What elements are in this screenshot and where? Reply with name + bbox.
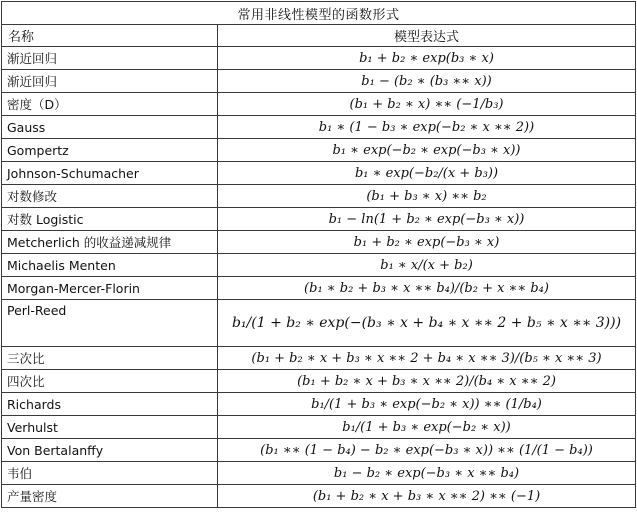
- nonlinear-models-table: [1, 1, 636, 508]
- table-row: [2, 70, 636, 93]
- model-name: 渐近回归: [2, 47, 218, 70]
- model-formula: (b₁ + b₂ ∗ x + b₃ ∗ x ∗∗ 2) ∗∗ (−1): [218, 485, 636, 508]
- model-name: 对数 Logistic: [2, 208, 218, 231]
- model-name: Verhulst: [2, 416, 218, 439]
- table-row: [2, 277, 636, 300]
- model-formula: (b₁ ∗∗ (1 − b₄) − b₂ ∗ exp(−b₃ ∗ x)) ∗∗ (1/(1 − b₄)): [218, 439, 636, 462]
- model-name: 对数修改: [2, 185, 218, 208]
- model-name: 产量密度: [2, 485, 218, 508]
- model-name: Metcherlich 的收益递减规律: [2, 231, 218, 254]
- model-formula: b₁ ∗ (1 − b₃ ∗ exp(−b₂ ∗ x ∗∗ 2)): [218, 116, 636, 139]
- model-name: Morgan-Mercer-Florin: [2, 277, 218, 300]
- table-row: [2, 485, 636, 508]
- model-formula: b₁ − ln(1 + b₂ ∗ exp(−b₃ ∗ x)): [218, 208, 636, 231]
- table-row: [2, 116, 636, 139]
- model-formula: (b₁ + b₂ ∗ x + b₃ ∗ x ∗∗ 2 + b₄ ∗ x ∗∗ 3)/(b₅ ∗ x ∗∗ 3): [218, 347, 636, 370]
- table-title: 常用非线性模型的函数形式: [2, 2, 636, 25]
- model-formula: (b₁ + b₂ ∗ x) ∗∗ (−1/b₃): [218, 93, 636, 116]
- table-row: [2, 393, 636, 416]
- table-row: [2, 254, 636, 277]
- model-name: Perl-Reed: [2, 300, 218, 347]
- model-name: Johnson-Schumacher: [2, 162, 218, 185]
- model-formula: b₁ ∗ x/(x + b₂): [218, 254, 636, 277]
- table-header-row: [2, 25, 636, 47]
- model-name: Richards: [2, 393, 218, 416]
- model-formula: b₁/(1 + b₃ ∗ exp(−b₂ ∗ x)): [218, 416, 636, 439]
- column-header-name: 名称: [2, 25, 218, 47]
- model-name: 密度（D）: [2, 93, 218, 116]
- table-row: [2, 462, 636, 485]
- model-formula: (b₁ ∗ b₂ + b₃ ∗ x ∗∗ b₄)/(b₂ + x ∗∗ b₄): [218, 277, 636, 300]
- model-name: 渐近回归: [2, 70, 218, 93]
- model-formula: b₁ ∗ exp(−b₂/(x + b₃)): [218, 162, 636, 185]
- model-name: Gauss: [2, 116, 218, 139]
- table-row: [2, 300, 636, 347]
- table-row: [2, 231, 636, 254]
- model-formula: (b₁ + b₂ ∗ x + b₃ ∗ x ∗∗ 2)/(b₄ ∗ x ∗∗ 2): [218, 370, 636, 393]
- table-row: [2, 47, 636, 70]
- model-formula: b₁/(1 + b₂ ∗ exp(−(b₃ ∗ x + b₄ ∗ x ∗∗ 2 + b₅ ∗ x ∗∗ 3))): [218, 300, 636, 347]
- table-row: [2, 347, 636, 370]
- model-formula: b₁ + b₂ ∗ exp(−b₃ ∗ x): [218, 231, 636, 254]
- table-title-row: [2, 2, 636, 25]
- model-formula: b₁ − b₂ ∗ exp(−b₃ ∗ x ∗∗ b₄): [218, 462, 636, 485]
- model-name: 韦伯: [2, 462, 218, 485]
- model-name: 三次比: [2, 347, 218, 370]
- table-row: [2, 162, 636, 185]
- model-formula: b₁ + b₂ ∗ exp(b₃ ∗ x): [218, 47, 636, 70]
- model-formula: (b₁ + b₃ ∗ x) ∗∗ b₂: [218, 185, 636, 208]
- column-header-formula: 模型表达式: [218, 25, 636, 47]
- table-row: [2, 139, 636, 162]
- table-row: [2, 370, 636, 393]
- model-formula: b₁ ∗ exp(−b₂ ∗ exp(−b₃ ∗ x)): [218, 139, 636, 162]
- model-formula: b₁/(1 + b₃ ∗ exp(−b₂ ∗ x)) ∗∗ (1/b₄): [218, 393, 636, 416]
- model-formula: b₁ − (b₂ ∗ (b₃ ∗∗ x)): [218, 70, 636, 93]
- model-name: 四次比: [2, 370, 218, 393]
- table-row: [2, 185, 636, 208]
- model-name: Von Bertalanffy: [2, 439, 218, 462]
- table-row: [2, 439, 636, 462]
- table-row: [2, 416, 636, 439]
- model-name: Gompertz: [2, 139, 218, 162]
- table-row: [2, 93, 636, 116]
- model-name: Michaelis Menten: [2, 254, 218, 277]
- table-row: [2, 208, 636, 231]
